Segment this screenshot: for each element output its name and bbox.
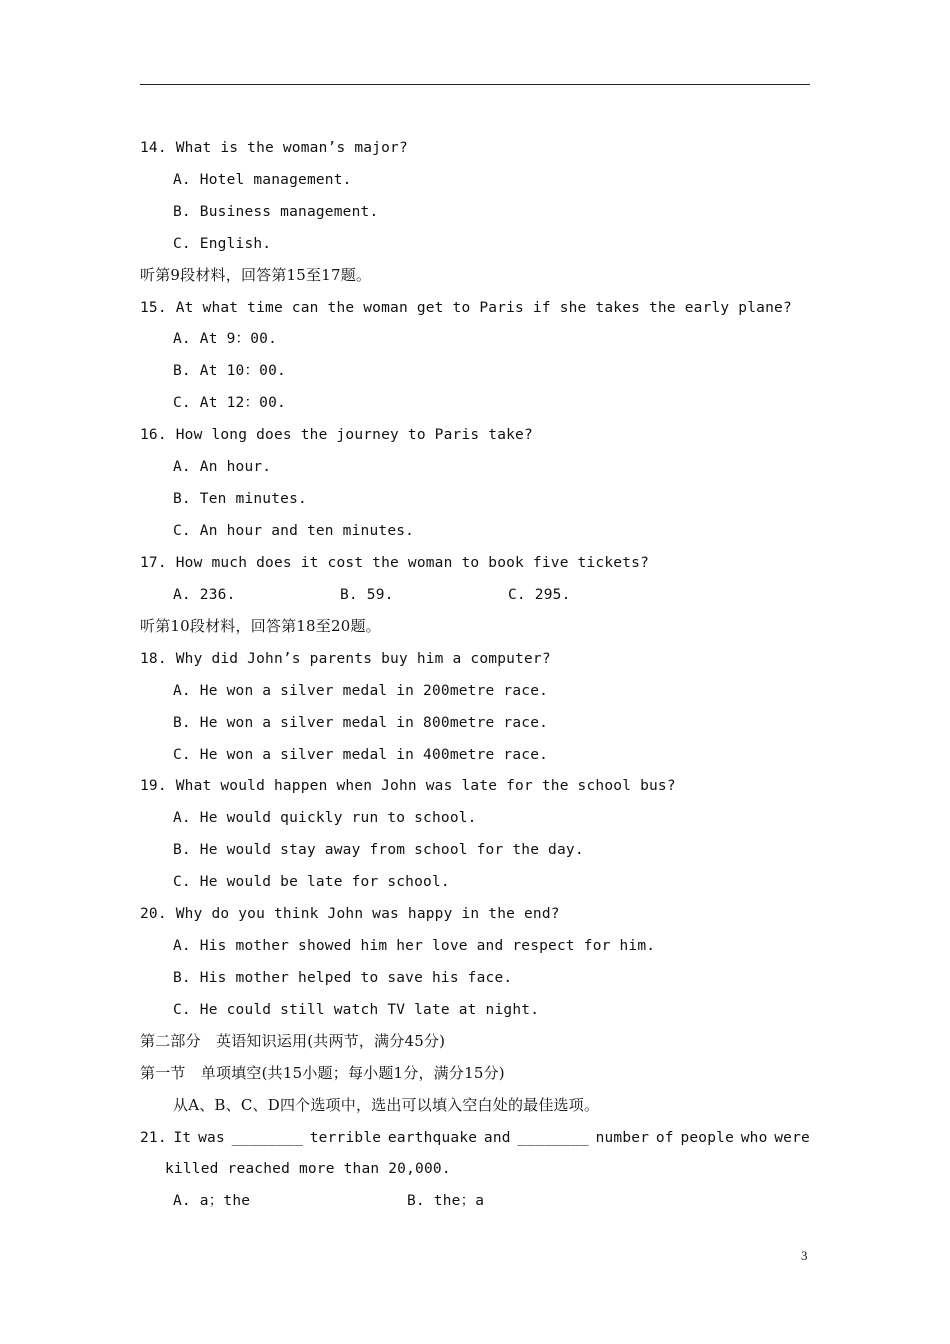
q14-stem: 14. What is the woman’s major? [140,140,408,156]
q21-option-b: B. the；a [407,1193,485,1209]
section-10-instruction: 听第10段材料，回答第18至20题。 [140,617,381,635]
q14-option-b: B. Business management. [173,204,379,220]
q18-stem: 18. Why did John’s parents buy him a computer? [140,651,551,667]
q21-blank: ________ [231,1130,304,1146]
part-2-heading: 第二部分 英语知识运用(共两节，满分45分) [140,1032,446,1050]
q21-word: terrible [309,1130,382,1146]
q16-option-a: A. An hour. [173,459,272,475]
q15-option-a: A. At 9：00. [173,331,277,347]
q19-option-c: C. He would be late for school. [173,874,450,890]
q17-option-b: B. 59. [340,587,394,603]
q20-option-b: B. His mother helped to save his face. [173,970,513,986]
q21-stem-continued: killed reached more than 20,000. [165,1161,451,1177]
part-2-section-1-heading: 第一节 单项填空(共15小题；每小题1分，满分15分) [140,1064,505,1082]
q16-option-b: B. Ten minutes. [173,491,307,507]
header-rule [140,84,810,85]
q18-option-a: A. He won a silver medal in 200metre race. [173,683,549,699]
q21-word: number [595,1130,650,1146]
q21-word: of [655,1130,674,1146]
q21-word: 21. [140,1130,167,1146]
q15-option-c: C. At 12：00. [173,395,286,411]
q14-option-a: A. Hotel management. [173,172,352,188]
q21-word: people [680,1130,735,1146]
q20-stem: 20. Why do you think John was happy in the end? [140,906,560,922]
q14-option-c: C. English. [173,236,272,252]
q17-stem: 17. How much does it cost the woman to book five tickets? [140,555,649,571]
single-choice-instruction: 从A、B、C、D四个选项中，选出可以填入空白处的最佳选项。 [173,1096,600,1114]
q20-option-c: C. He could still watch TV late at night. [173,1002,540,1018]
q21-stem [140,1129,810,1147]
q21-option-a: A. a；the [173,1193,251,1209]
q18-option-b: B. He won a silver medal in 800metre race. [173,715,549,731]
q21-word: were [774,1130,810,1146]
q16-option-c: C. An hour and ten minutes. [173,523,415,539]
q19-option-a: A. He would quickly run to school. [173,810,477,826]
q20-option-a: A. His mother showed him her love and respect for him. [173,938,656,954]
q21-blank: ________ [517,1130,589,1146]
q18-option-c: C. He won a silver medal in 400metre race. [173,747,549,763]
q17-option-a: A. 236. [173,587,236,603]
page-number: 3 [801,1248,808,1263]
q21-word: It [173,1130,192,1146]
q17-option-c: C. 295. [508,587,571,603]
q16-stem: 16. How long does the journey to Paris take? [140,427,533,443]
q15-option-b: B. At 10：00. [173,363,286,379]
q21-word: who [740,1130,768,1146]
q19-option-b: B. He would stay away from school for the day. [173,842,584,858]
q19-stem: 19. What would happen when John was late for the school bus? [140,778,676,794]
q21-word: earthquake [387,1130,478,1146]
section-9-instruction: 听第9段材料，回答第15至17题。 [140,266,372,284]
q21-word: and [483,1130,511,1146]
q21-word: was [198,1130,225,1146]
q15-stem: 15. At what time can the woman get to Paris if she takes the early plane? [140,300,792,316]
